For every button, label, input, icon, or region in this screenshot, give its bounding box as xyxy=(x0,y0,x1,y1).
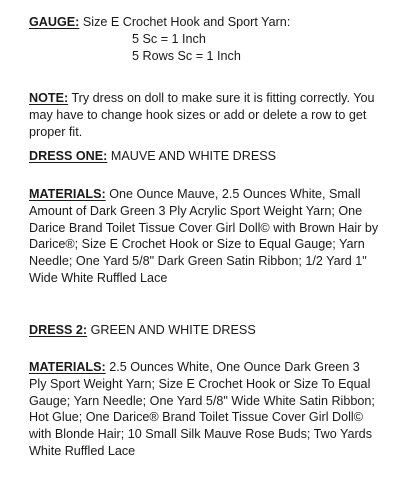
note-text-1: Try dress on doll to make sure it is fitting correctly. You xyxy=(68,91,375,105)
materials-one-line-2: Amount of Dark Green 3 Ply Acrylic Sport Weight Yarn; One xyxy=(29,203,363,218)
materials-two-text-1: 2.5 Ounces White, One Ounce Dark Green 3 xyxy=(105,360,360,374)
materials-one-line-3: Darice Brand Toilet Tissue Cover Girl Doll© with Brown Hair by xyxy=(29,220,379,235)
materials-two-heading: MATERIALS: xyxy=(29,360,106,374)
note-line-2: may have to change hook sizes or add or delete a row to get xyxy=(29,107,367,122)
dress-two-heading: DRESS 2: xyxy=(29,323,88,337)
dress-one-name: MAUVE AND WHITE DRESS xyxy=(107,149,277,163)
gauge-heading: GAUGE: xyxy=(29,15,80,29)
gauge-row-line: 5 Rows Sc = 1 Inch xyxy=(132,48,241,63)
materials-two-line-1 xyxy=(29,359,411,376)
materials-two-line-5: with Blonde Hair; 10 Small Silk Mauve Rose Buds; Two Yards xyxy=(29,427,372,442)
materials-two-line-2: Ply Sport Weight Yarn; Size E Crochet Hook or Size To Equal xyxy=(29,376,371,391)
gauge-text: Size E Crochet Hook and Sport Yarn: xyxy=(79,15,291,29)
note-line-3: proper fit. xyxy=(29,124,83,139)
materials-one-line-4: Darice®; Size E Crochet Hook or Size to Equal Gauge; Yarn xyxy=(29,237,365,252)
note-line-1 xyxy=(29,90,411,107)
gauge-section xyxy=(29,14,411,64)
materials-one-line-5: Needle; One Yard 5/8" Dark Green Satin Ribbon; 1/2 Yard 1" xyxy=(29,254,367,269)
materials-one-line-1 xyxy=(29,186,411,203)
note-heading: NOTE: xyxy=(29,91,69,105)
gauge-line xyxy=(29,14,411,31)
materials-one-heading: MATERIALS: xyxy=(29,187,106,201)
gauge-stitch-line: 5 Sc = 1 Inch xyxy=(132,31,206,46)
materials-two-line-4: Hot Glue; One Darice® Brand Toilet Tissue Cover Girl Doll© xyxy=(29,410,363,425)
materials-two-section xyxy=(29,359,411,460)
materials-one-line-6: Wide White Ruffled Lace xyxy=(29,270,168,285)
dress-two-name: GREEN AND WHITE DRESS xyxy=(87,323,256,337)
materials-two-line-3: Gauge; Yarn Needle; One Yard 5/8" Wide White Satin Ribbon; xyxy=(29,393,375,408)
dress-one-heading: DRESS ONE: xyxy=(29,149,108,163)
materials-one-text-1: One Ounce Mauve, 2.5 Ounces White, Small xyxy=(105,187,361,201)
dress-one-title xyxy=(29,148,411,165)
dress-one-section xyxy=(29,148,411,165)
dress-two-title xyxy=(29,322,411,339)
note-section xyxy=(29,90,411,140)
dress-two-section xyxy=(29,322,411,339)
materials-one-section xyxy=(29,186,411,287)
materials-two-line-6: White Ruffled Lace xyxy=(29,443,136,458)
